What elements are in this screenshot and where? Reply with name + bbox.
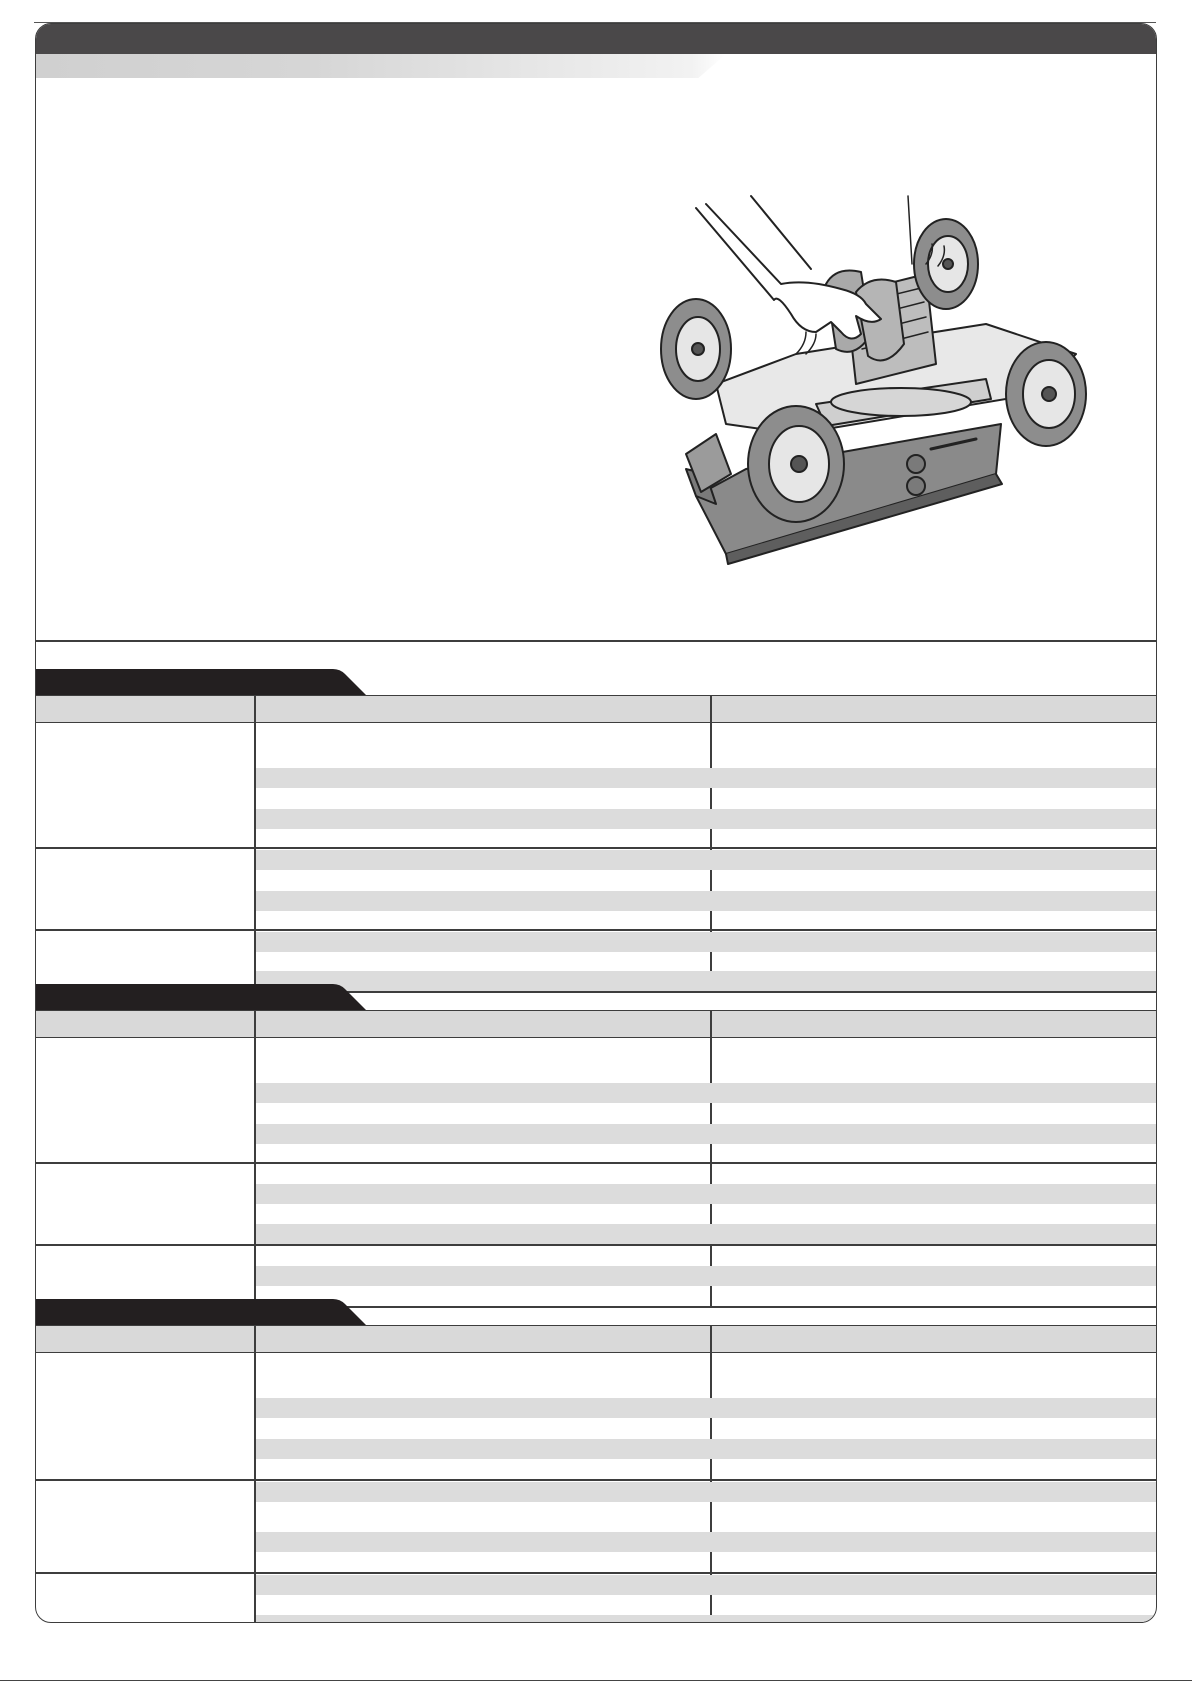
row-stripe	[256, 1266, 1157, 1286]
row-stripe	[256, 1398, 1157, 1418]
row-stripe	[256, 1184, 1157, 1204]
row-stripe	[256, 891, 1157, 911]
section-tab	[36, 984, 366, 1010]
group-divider	[36, 1479, 1156, 1481]
column-header-row	[36, 695, 1156, 723]
column-header-2	[256, 696, 716, 722]
column-header-3	[718, 1011, 1157, 1037]
row-stripe	[256, 932, 1157, 952]
column-header-3	[718, 696, 1157, 722]
column-header-2	[256, 1326, 716, 1352]
row-stripe	[256, 1083, 1157, 1103]
column-header-1	[36, 1011, 254, 1037]
row-stripe	[256, 1532, 1157, 1552]
section-tab	[36, 669, 366, 695]
column-header-2	[256, 1011, 716, 1037]
column-header-1	[36, 696, 254, 722]
manual-page-frame	[35, 23, 1157, 1623]
row-stripe	[256, 1124, 1157, 1144]
group-divider	[36, 1244, 1156, 1246]
row-stripe	[256, 1224, 1157, 1244]
row-stripe	[256, 1482, 1157, 1502]
row-stripe	[256, 1439, 1157, 1459]
row-stripe	[256, 1575, 1157, 1595]
bottom-rule	[0, 1680, 1192, 1681]
column-header-row	[36, 1010, 1156, 1038]
column-divider	[254, 1010, 256, 1306]
group-divider	[36, 929, 1156, 931]
column-divider	[710, 1010, 712, 1306]
hand-cleaning-engine-on-stand-icon	[656, 174, 1157, 574]
page-header-bar	[36, 24, 1156, 54]
row-stripe	[256, 850, 1157, 870]
column-header-1	[36, 1326, 254, 1352]
page-subheader-bar	[36, 54, 726, 78]
row-stripe	[256, 971, 1157, 991]
row-stripe	[256, 809, 1157, 829]
section-tab	[36, 1299, 366, 1325]
row-stripe	[256, 1615, 1157, 1623]
intro-divider	[36, 640, 1156, 642]
row-stripe	[256, 768, 1157, 788]
group-divider	[36, 1572, 1156, 1574]
column-header-3	[718, 1326, 1157, 1352]
group-divider	[36, 1162, 1156, 1164]
group-divider	[36, 847, 1156, 849]
column-header-row	[36, 1325, 1156, 1353]
